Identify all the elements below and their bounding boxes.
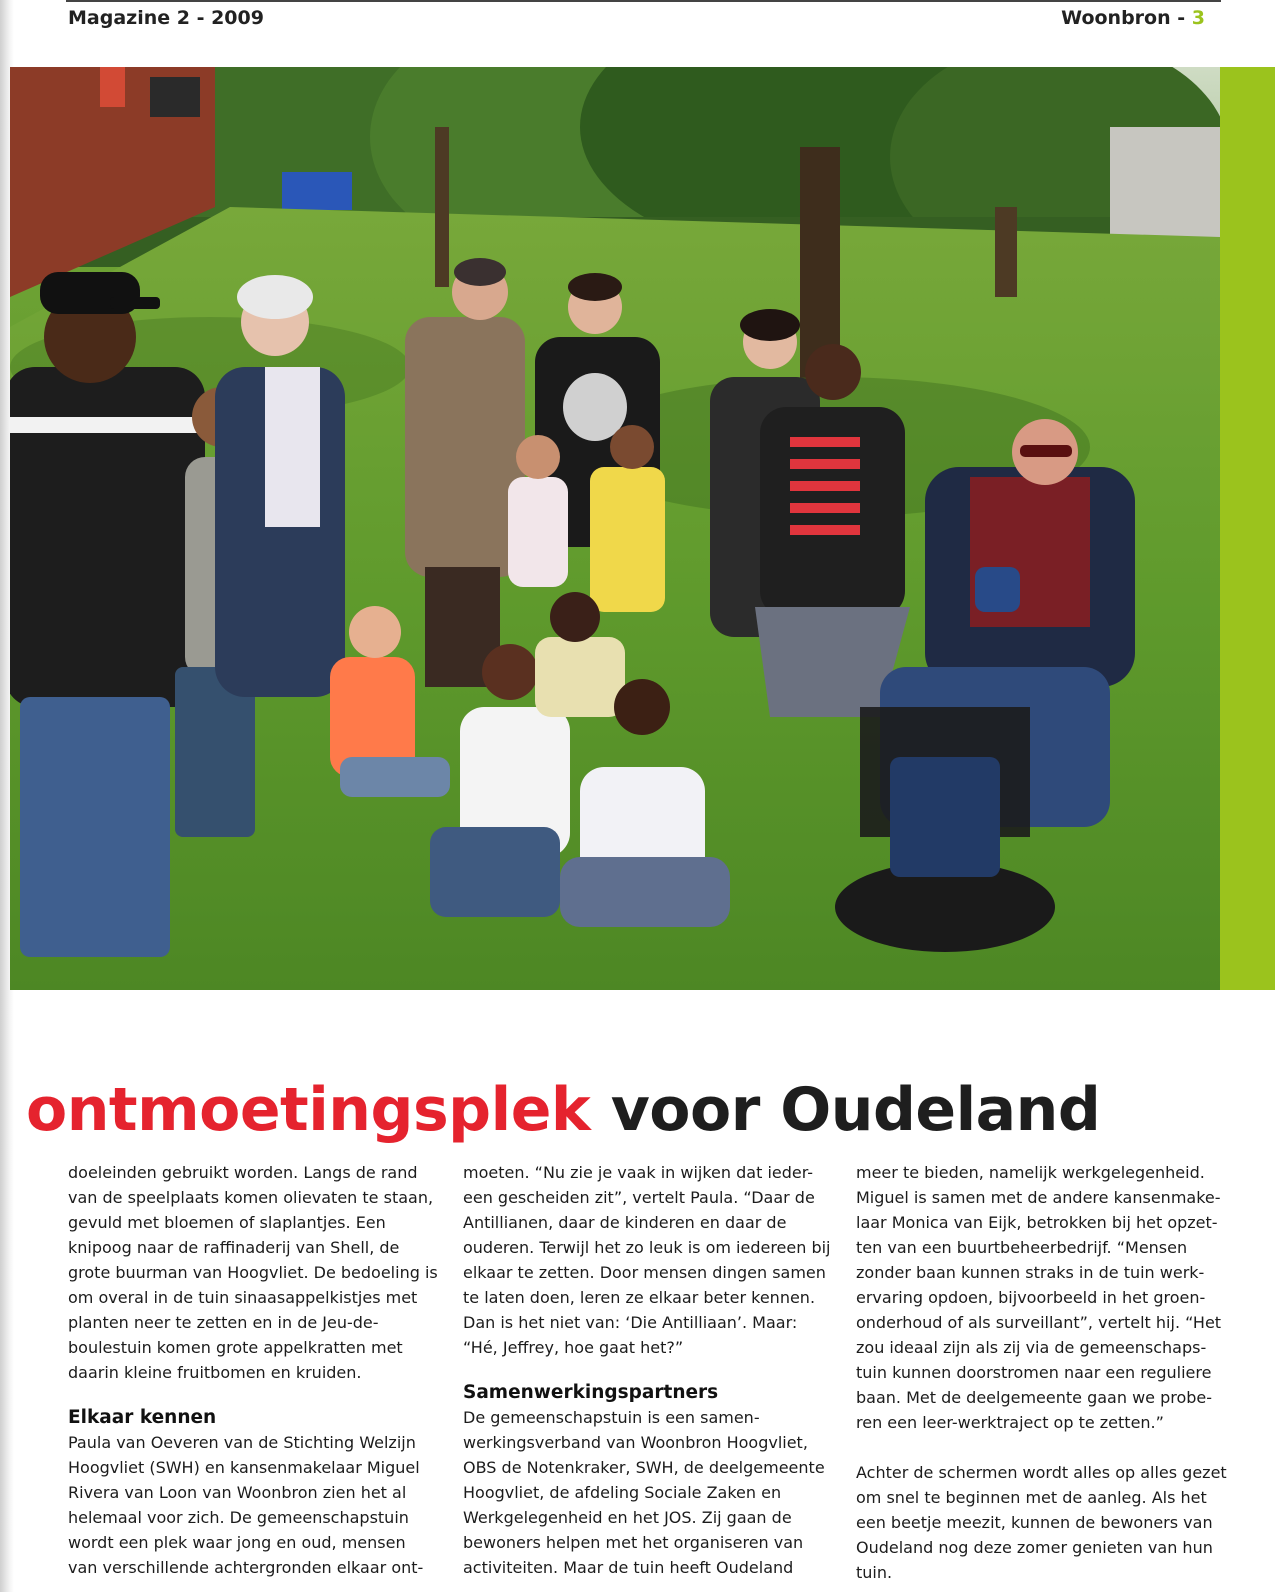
col2-paragraph-2: De gemeenschapstuin is een samen-werkingsverband van Woonbron Hoogvliet, OBS de Notenkraker, SWH, de deelgemeente Hoogvliet, de afdeling Sociale Zaken en Werkgelegenheid en het JOS. Zij gaan de bewoners helpen met het organiseren van activiteiten. Maar de tuin heeft Oudeland xyxy=(463,1408,825,1577)
paragraph-gap xyxy=(856,1435,1228,1460)
col3-paragraph-2: Achter de schermen wordt alles op alles gezet om snel te beginnen met de aanleg. Als het een beetje meezit, kunnen de bewoners van Oudeland nog deze zomer genieten van hun tuin. xyxy=(856,1463,1227,1582)
headline-red-part: ontmoetingsplek xyxy=(26,1075,591,1146)
article-column-2 xyxy=(463,1160,835,1580)
page-header xyxy=(0,0,1275,40)
col1-paragraph-2: Paula van Oeveren van de Stichting Welzijn Hoogvliet (SWH) en kansenmakelaar Miguel Rivera van Loon van Woonbron zien het al helemaal voor zich. De gemeenschapstuin wordt een plek waar jong en oud, mensen van verschillende achtergronden elkaar ont- xyxy=(68,1433,424,1577)
page-number: 3 xyxy=(1191,7,1205,29)
col1-paragraph-1: doeleinden gebruikt worden. Langs de rand van de speelplaats komen olievaten te staan, gevuld met bloemen of slaplantjes. Een knipoog naar de raffinaderij van Shell, de grote buurman van Hoogvliet. De bedoeling is om overal in de tuin sinaasappelkistjes met planten neer te zetten en in de Jeu-de-boulestuin komen grote appelkratten met daarin kleine fruitbomen en kruiden. xyxy=(68,1163,438,1382)
subhead-elkaar-kennen: Elkaar kennen xyxy=(68,1407,217,1428)
header-rule xyxy=(66,0,1221,2)
group-photo-illustration xyxy=(10,67,1220,990)
publisher-name: Woonbron - xyxy=(1061,7,1192,29)
group-photo xyxy=(10,67,1220,990)
headline-dark-part: voor Oudeland xyxy=(610,1075,1101,1146)
col3-paragraph-1: meer te bieden, namelijk werkgelegenheid. Miguel is samen met de andere kansenmake-laar Monica van Eijk, betrokken bij het opzet-ten van een buurtbeheerbedrijf. “Mensen zonder baan kunnen straks in de tuin werk-ervaring opdoen, bijvoorbeeld in het groen-onderhoud of als surveillant”, vertelt hij. “Het zou ideaal zijn als zij via de gemeenschaps-tuin kunnen doorstromen naar een reguliere baan. Met de deelgemeente gaan we probe-ren een leer-werktraject op te zetten.” xyxy=(856,1163,1222,1432)
article-column-3 xyxy=(856,1160,1228,1585)
publisher-page xyxy=(1061,7,1205,29)
magazine-issue: Magazine 2 - 2009 xyxy=(68,7,264,29)
article-column-1 xyxy=(68,1160,440,1580)
col2-paragraph-1: moeten. “Nu zie je vaak in wijken dat ieder-een gescheiden zit”, vertelt Paula. “Daar de Antillianen, daar de kinderen en daar de ouderen. Terwijl het zo leuk is om iedereen bij elkaar te zetten. Door mensen dingen samen te laten doen, leren ze elkaar beter kennen. Dan is het niet van: ‘Die Antilliaan’. Maar: “Hé, Jeffrey, hoe gaat het?” xyxy=(463,1163,831,1357)
subhead-samenwerkingspartners: Samenwerkingspartners xyxy=(463,1382,719,1403)
article-headline xyxy=(26,1075,1101,1146)
green-accent-bar xyxy=(1220,67,1275,990)
